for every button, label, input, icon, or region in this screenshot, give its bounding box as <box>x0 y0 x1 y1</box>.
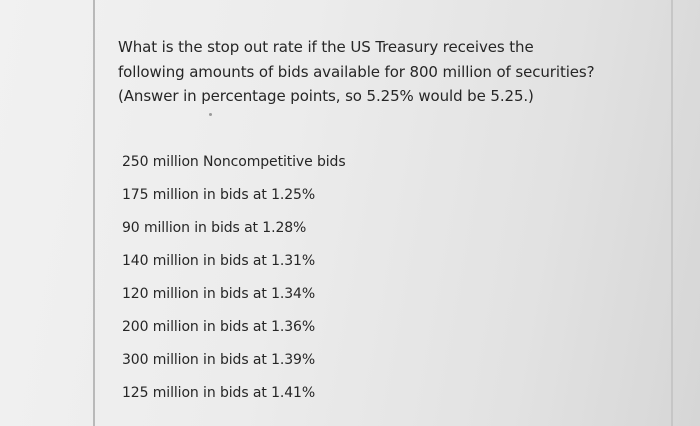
left-border-line <box>93 0 95 426</box>
question-line: following amounts of bids available for 800 million of securities? <box>118 62 595 81</box>
bid-item: 250 million Noncompetitive bids <box>122 154 346 170</box>
bid-list <box>122 150 346 414</box>
bid-item: 175 million in bids at 1.25% <box>122 187 316 203</box>
right-border-line <box>671 0 673 426</box>
bid-item: 90 million in bids at 1.28% <box>122 220 307 236</box>
bid-item: 120 million in bids at 1.34% <box>122 286 316 302</box>
question-line: (Answer in percentage points, so 5.25% would be 5.25.) <box>118 87 534 105</box>
bid-item: 125 million in bids at 1.41% <box>122 385 316 401</box>
stray-dot <box>209 113 212 116</box>
bid-item: 200 million in bids at 1.36% <box>122 319 316 335</box>
bid-item: 300 million in bids at 1.39% <box>122 352 316 368</box>
bid-item: 140 million in bids at 1.31% <box>122 253 316 269</box>
question-line: What is the stop out rate if the US Treasury receives the <box>118 38 534 56</box>
question-text <box>118 35 658 109</box>
